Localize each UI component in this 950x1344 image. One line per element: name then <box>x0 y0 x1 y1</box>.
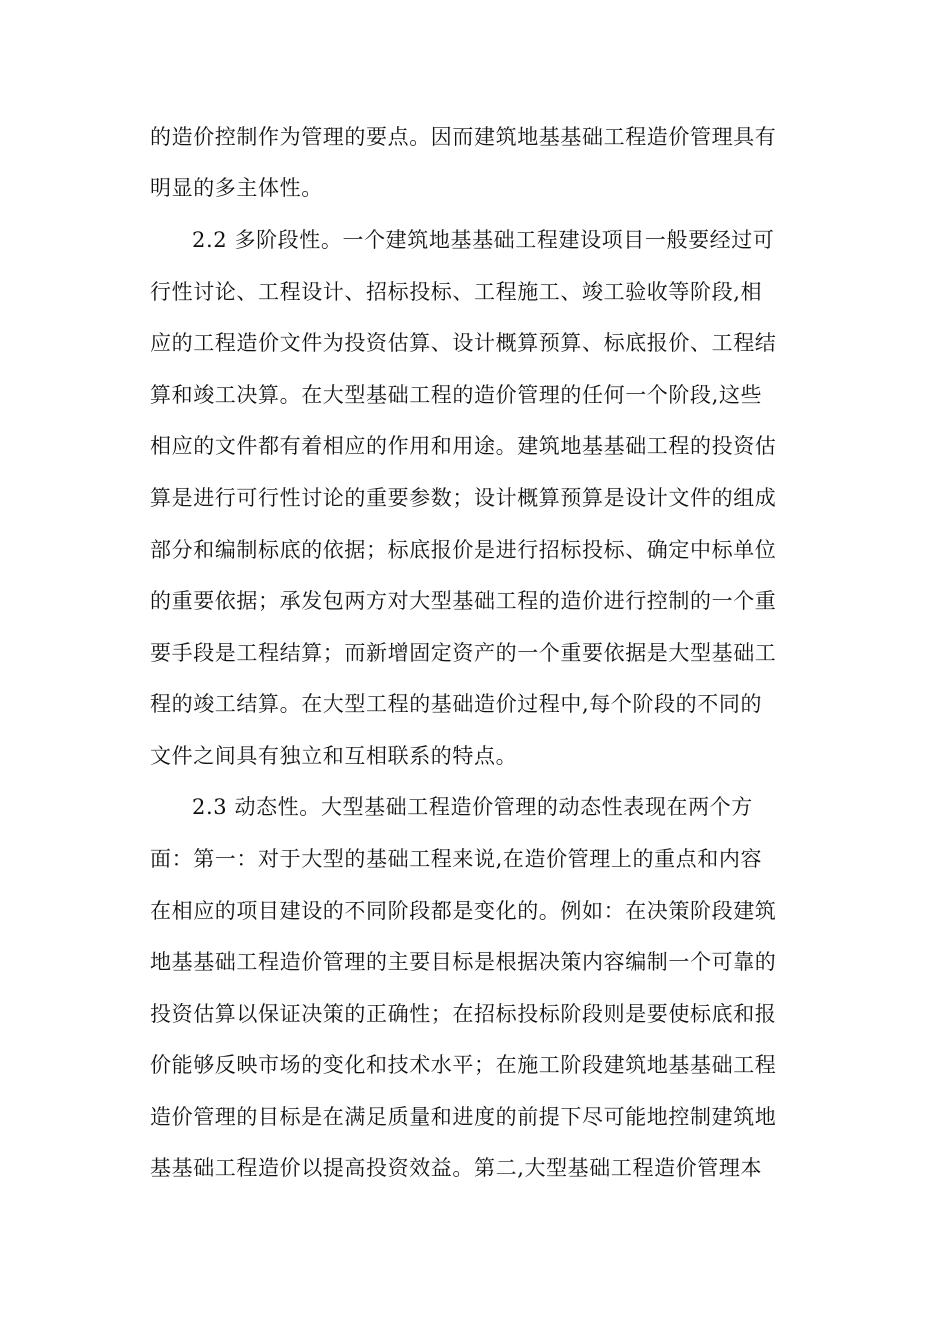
text-line-9: 部分和编制标底的依据；标底报价是进行招标投标、确定中标单位 <box>150 538 777 562</box>
text-line-15: 面：第一：对于大型的基础工程来说,在造价管理上的重点和内容 <box>150 847 763 871</box>
text-line-12: 程的竣工结算。在大型工程的基础造价过程中,每个阶段的不同的 <box>150 692 763 716</box>
text-line-16: 在相应的项目建设的不同阶段都是变化的。例如：在决策阶段建筑 <box>150 899 777 923</box>
text-line-1: 的造价控制作为管理的要点。因而建筑地基基础工程造价管理具有 <box>150 125 777 149</box>
text-line-19: 价能够反映市场的变化和技术水平；在施工阶段建筑地基基础工程 <box>150 1053 777 1077</box>
text-line-11: 要手段是工程结算；而新增固定资产的一个重要依据是大型基础工 <box>150 641 777 665</box>
text-line-10: 的重要依据；承发包两方对大型基础工程的造价进行控制的一个重 <box>150 589 777 613</box>
text-line-13: 文件之间具有独立和互相联系的特点。 <box>150 744 518 768</box>
text-line-7: 相应的文件都有着相应的作用和用途。建筑地基基础工程的投资估 <box>150 434 777 458</box>
text-line-8: 算是进行可行性讨论的重要参数；设计概算预算是设计文件的组成 <box>150 486 777 510</box>
text-line-4: 行性讨论、工程设计、招标投标、工程施工、竣工验收等阶段,相 <box>150 280 763 304</box>
section-2-2-start-line: 2.2 多阶段性。一个建筑地基基础工程建设项目一般要经过可 <box>192 228 775 252</box>
text-line-2: 明显的多主体性。 <box>150 176 323 200</box>
text-line-5: 应的工程造价文件为投资估算、设计概算预算、标底报价、工程结 <box>150 331 777 355</box>
section-2-3-start-line: 2.3 动态性。大型基础工程造价管理的动态性表现在两个方 <box>192 795 753 819</box>
text-line-18: 投资估算以保证决策的正确性；在招标投标阶段则是要使标底和报 <box>150 1002 777 1026</box>
text-line-6: 算和竣工决算。在大型基础工程的造价管理的任何一个阶段,这些 <box>150 383 763 407</box>
text-line-17: 地基基础工程造价管理的主要目标是根据决策内容编制一个可靠的 <box>150 950 777 974</box>
text-line-20: 造价管理的目标是在满足质量和进度的前提下尽可能地控制建筑地 <box>150 1105 777 1129</box>
text-line-21: 基基础工程造价以提高投资效益。第二,大型基础工程造价管理本 <box>150 1156 763 1180</box>
